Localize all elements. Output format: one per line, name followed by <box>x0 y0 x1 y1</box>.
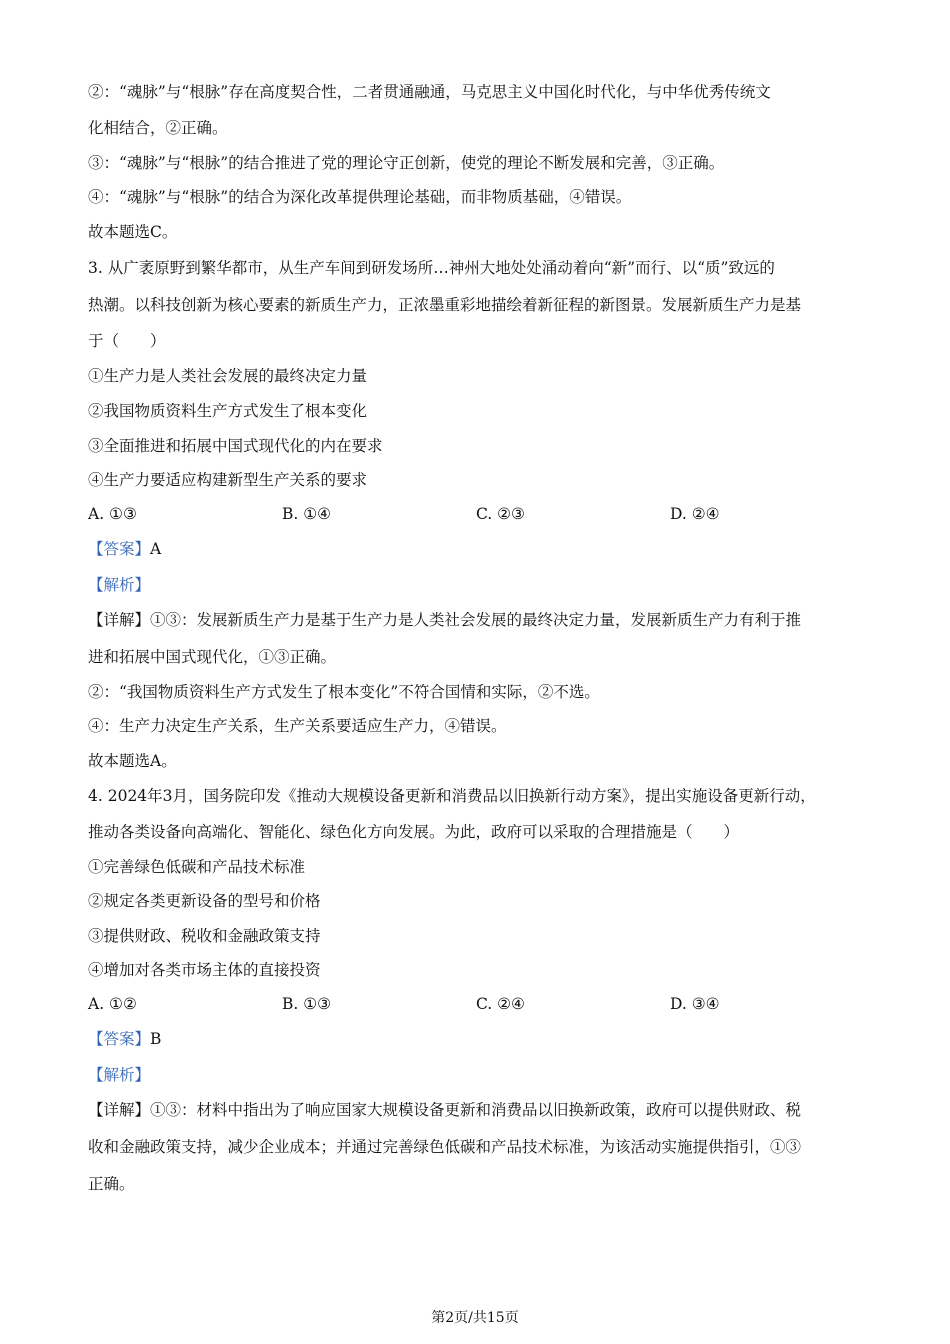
question-3-detail: 故本题选A。 <box>88 752 177 770</box>
question-4-option-c: C. ②④ <box>476 995 525 1013</box>
analysis-tag: 【解析】 <box>88 576 151 594</box>
question-3-option-c: C. ②③ <box>476 505 525 523</box>
question-3-stem: 3. 从广袤原野到繁华都市，从生产车间到研发场所…神州大地处处涌动着向“新”而行、以“质”致远的 <box>88 259 775 277</box>
question-4-stem: 4. 2024年3月，国务院印发《推动大规模设备更新和消费品以旧换新行动方案》，提出实施设备更新行动， <box>88 787 816 805</box>
question-3-detail: ②：“我国物质资料生产方式发生了根本变化”不符合国情和实际，②不选。 <box>88 683 600 701</box>
question-4-detail <box>88 1100 801 1120</box>
question-3-answer <box>88 539 161 559</box>
question-4-detail: 收和金融政策支持，减少企业成本；并通过完善绿色低碳和产品技术标准，为该活动实施提供指引，①③ <box>88 1138 802 1156</box>
question-4-statement: ②规定各类更新设备的型号和价格 <box>88 892 321 910</box>
question-4-statement: ③提供财政、税收和金融政策支持 <box>88 927 321 945</box>
detail-tag: 【详解】 <box>88 1101 151 1119</box>
detail-tag: 【详解】 <box>88 611 151 629</box>
analysis-tag: 【解析】 <box>88 1066 151 1084</box>
question-3-detail: ④：生产力决定生产关系，生产关系要适应生产力，④错误。 <box>88 717 507 735</box>
question-3-detail <box>88 610 801 630</box>
question-3-statement: ④生产力要适应构建新型生产关系的要求 <box>88 471 368 489</box>
text-line: ③：“魂脉”与“根脉”的结合推进了党的理论守正创新，使党的理论不断发展和完善，③正确。 <box>88 154 725 172</box>
question-4-detail: 正确。 <box>88 1175 135 1193</box>
text-line: ②：“魂脉”与“根脉”存在高度契合性，二者贯通融通，马克思主义中国化时代化，与中华优秀传统文 <box>88 83 771 101</box>
answer-value: B <box>150 1030 162 1048</box>
question-4-stem: 推动各类设备向高端化、智能化、绿色化方向发展。为此，政府可以采取的合理措施是（ ） <box>88 823 740 841</box>
question-4-statement: ①完善绿色低碳和产品技术标准 <box>88 858 306 876</box>
detail-text: ①③：材料中指出为了响应国家大规模设备更新和消费品以旧换新政策，政府可以提供财政、税 <box>150 1101 802 1119</box>
question-4-option-a: A. ①② <box>88 995 137 1013</box>
page-footer: 第2页/共15页 <box>431 1310 519 1326</box>
question-3-detail: 进和拓展中国式现代化，①③正确。 <box>88 648 337 666</box>
question-4-statement: ④增加对各类市场主体的直接投资 <box>88 961 321 979</box>
question-3-option-d: D. ②④ <box>670 505 720 523</box>
answer-value: A <box>150 540 162 558</box>
question-3-option-a: A. ①③ <box>88 505 137 523</box>
question-3-statement: ②我国物质资料生产方式发生了根本变化 <box>88 402 368 420</box>
detail-text: ①③：发展新质生产力是基于生产力是人类社会发展的最终决定力量，发展新质生产力有利于推 <box>150 611 802 629</box>
question-3-stem: 热潮。以科技创新为核心要素的新质生产力，正浓墨重彩地描绘着新征程的新图景。发展新质生产力是基 <box>88 296 802 314</box>
answer-tag: 【答案】 <box>88 1030 151 1048</box>
question-4-option-b: B. ①③ <box>282 995 332 1013</box>
question-4-option-d: D. ③④ <box>670 995 720 1013</box>
question-3-option-b: B. ①④ <box>282 505 332 523</box>
question-3-statement: ③全面推进和拓展中国式现代化的内在要求 <box>88 437 383 455</box>
text-line: 化相结合，②正确。 <box>88 119 228 137</box>
question-3-statement: ①生产力是人类社会发展的最终决定力量 <box>88 367 368 385</box>
answer-tag: 【答案】 <box>88 540 151 558</box>
question-4-answer <box>88 1029 161 1049</box>
text-line: ④：“魂脉”与“根脉”的结合为深化改革提供理论基础，而非物质基础，④错误。 <box>88 188 632 206</box>
question-3-analysis-heading <box>88 575 150 595</box>
question-3-stem: 于（ ） <box>88 332 166 350</box>
text-line: 故本题选C。 <box>88 223 178 241</box>
question-4-analysis-heading <box>88 1065 150 1085</box>
